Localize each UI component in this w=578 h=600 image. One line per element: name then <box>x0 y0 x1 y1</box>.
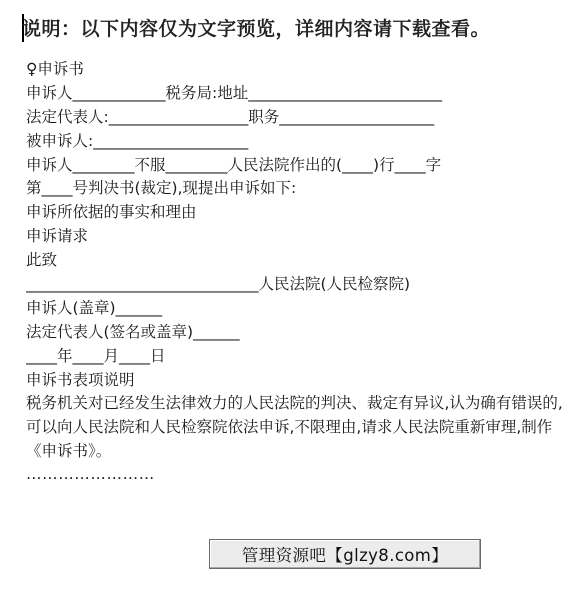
document-title: ♀申诉书 <box>26 60 84 78</box>
salutation: 此致 <box>26 251 58 270</box>
preview-notice: 说明：以下内容仅为文字预览，详细内容请下载查看。 <box>22 18 491 40</box>
court-addressee-line: ______________________________人民法院(人民检察院) <box>26 275 411 294</box>
judgment-line-2: 第____号判决书(裁定),现提出申诉如下: <box>26 179 297 198</box>
complainant-seal-line: 申诉人(盖章)______ <box>26 298 163 317</box>
legal-representative-line: 法定代表人:__________________职务____________________ <box>26 107 435 126</box>
facts-and-reasons-heading: 申诉所依据的事实和理由 <box>26 203 197 222</box>
document-body <box>26 58 566 482</box>
representative-signature-line: 法定代表人(签名或盖章)______ <box>26 322 240 341</box>
complainant-line: 申诉人____________税务局:地址_________________________ <box>26 83 442 102</box>
appeal-request-heading: 申诉请求 <box>26 227 89 246</box>
judgment-line-1: 申诉人________不服________人民法院作出的(____)行____字 <box>26 155 442 174</box>
form-explanation-text: 税务机关对已经发生法律效力的人民法院的判决、裁定有异议,认为确有错误的,可以向人民法院和人民检察院依法申诉,不限理由,请求人民法院重新审理,制作《申诉书》。 <box>26 394 563 461</box>
content-truncation-dots: …………………… <box>26 465 155 484</box>
respondent-line: 被申诉人:____________________ <box>26 131 249 150</box>
source-site-link-button[interactable]: 管理资源吧【glzy8.com】 <box>209 539 481 569</box>
form-explanation-heading: 申诉书表项说明 <box>26 370 135 389</box>
date-line: ____年____月____日 <box>26 346 166 365</box>
